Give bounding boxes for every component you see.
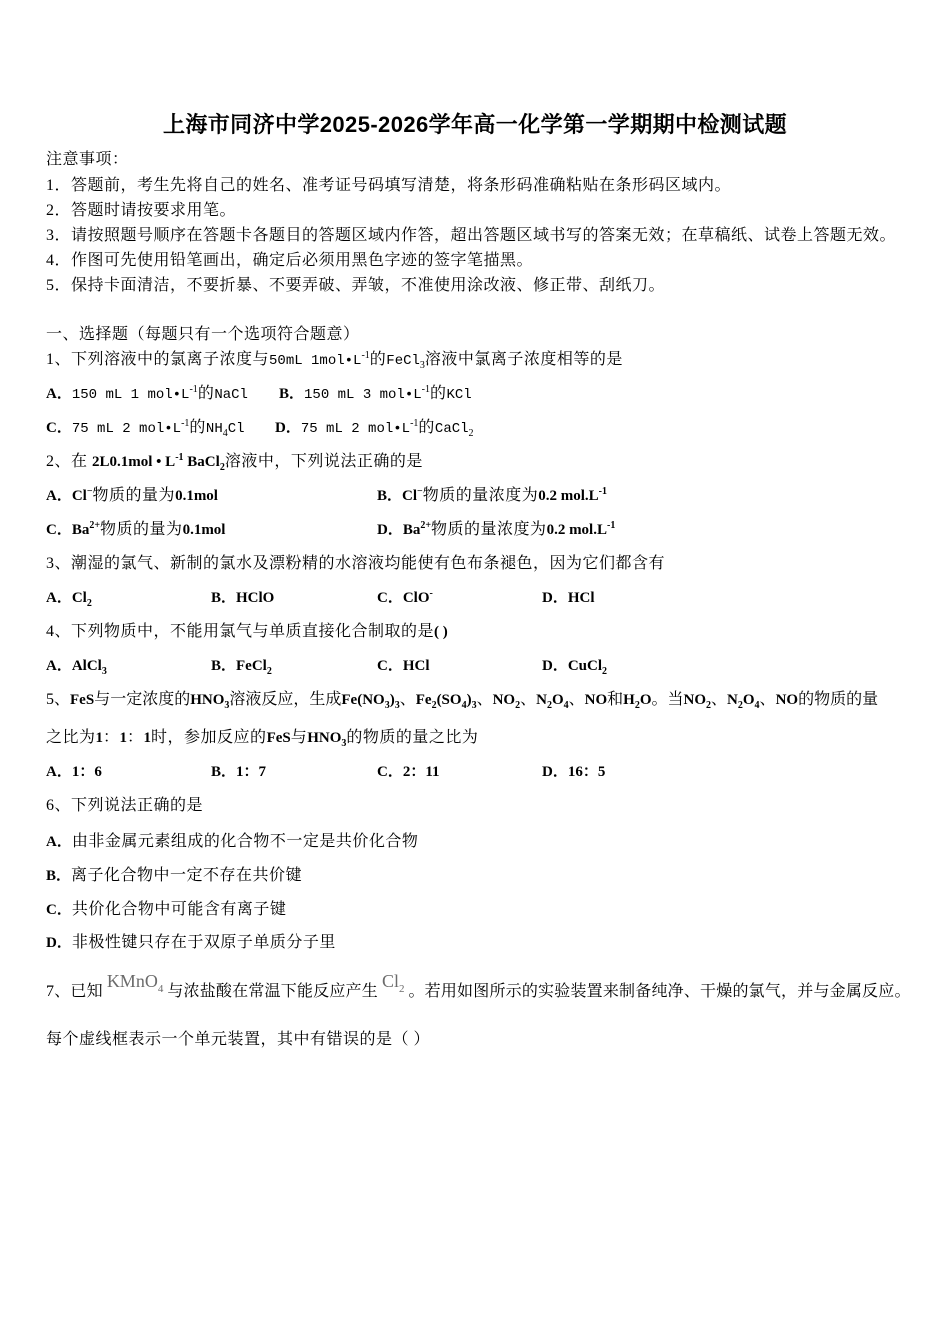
section-title: 一、选择题（每题只有一个选项符合题意） xyxy=(46,326,360,343)
text-run: 物质的量为 xyxy=(92,487,176,504)
text-run: 4 xyxy=(157,983,164,995)
text-run: − xyxy=(417,486,423,497)
question-4-option-b xyxy=(211,654,272,678)
text-run: 2 xyxy=(468,428,474,439)
notice-heading: 注意事项： xyxy=(46,151,129,168)
notice-item: 4．作图可先使用铅笔画出，确定后必须用黑色字迹的签字笔描黑。 xyxy=(46,252,534,269)
text-run: 2+ xyxy=(89,520,101,531)
text-run: 之比为 xyxy=(46,729,96,746)
text-run: 4 xyxy=(461,700,467,711)
text-run: C．2：11 xyxy=(377,764,440,780)
text-run: -1 xyxy=(175,452,184,463)
notice-item: 1．答题前，考生先将自己的姓名、准考证号码填写清楚，将条形码准确粘贴在条形码区域内。 xyxy=(46,177,732,194)
text-run: Fe(NO xyxy=(341,692,385,708)
text-run: A．Cl xyxy=(46,488,87,504)
text-run: 3 xyxy=(419,360,425,371)
text-run: 1 xyxy=(95,730,104,746)
question-1-option-d xyxy=(275,416,474,440)
text-run: 75 mL 2 mol•L xyxy=(71,421,182,437)
text-run: NO xyxy=(492,692,516,708)
text-run: B． xyxy=(279,386,305,402)
text-run: 。若用如图所示的实验装置来制备纯净、干燥的氯气，并与金属反应。 xyxy=(408,983,911,1000)
text-run: 时，参加反应的 xyxy=(151,729,267,746)
text-run: Fe xyxy=(415,692,432,708)
text-run: 物质的量浓度为 xyxy=(431,521,547,538)
text-run: C． xyxy=(46,902,72,918)
text-run: 150 mL 3 mol•L xyxy=(304,387,422,403)
question-2-option-b xyxy=(377,484,607,508)
text-run: D．CuCl xyxy=(542,658,603,674)
question-6-option-b xyxy=(46,864,302,888)
text-run: KCl xyxy=(446,387,472,403)
text-run: 4 xyxy=(222,428,228,439)
text-run: 、 xyxy=(568,691,585,708)
text-run: 由非金属元素组成的化合物不一定是共价化合物 xyxy=(71,833,419,850)
text-run: 。当 xyxy=(651,691,684,708)
text-run: 离子化合物中一定不存在共价键 xyxy=(71,867,303,884)
text-run: 与一定浓度的 xyxy=(94,691,191,708)
text-run: 2 xyxy=(515,700,521,711)
text-run: C．HCl xyxy=(377,658,430,674)
question-2-option-d xyxy=(377,518,615,542)
text-run: 0.2 mol.L xyxy=(538,488,599,504)
text-run: -1 xyxy=(189,384,198,395)
text-run: 、 xyxy=(399,691,416,708)
text-run: D．HCl xyxy=(542,590,595,606)
text-run: H xyxy=(623,692,635,708)
question-4-option-a xyxy=(46,654,107,678)
text-run: 的物质的量之比为 xyxy=(346,729,479,746)
text-run: 5、 xyxy=(46,691,71,708)
text-run: 2 xyxy=(219,462,225,473)
text-run: ( ) xyxy=(434,624,448,640)
text-run: O xyxy=(551,692,564,708)
question-6-option-c xyxy=(46,898,286,922)
question-7-stem xyxy=(46,971,911,1002)
notice-item: 3．请按照题号顺序在答题卡各题目的答题区域内作答，超出答题区域书写的答案无效；在草稿纸、试卷上答题无效。 xyxy=(46,227,897,244)
text-run: 、 xyxy=(476,691,493,708)
text-run: D．16：5 xyxy=(542,764,606,780)
question-5-option-c xyxy=(377,760,440,784)
question-4-option-d xyxy=(542,654,607,678)
text-run: 每个虚线框表示一个单元装置，其中有错误的是（ ） xyxy=(46,1031,431,1048)
question-3-option-d xyxy=(542,586,595,610)
text-run: 2 xyxy=(86,598,92,609)
notice-item: 5．保持卡面清洁，不要折暴、不要弄破、弄皱，不准使用涂改液、修正带、刮纸刀。 xyxy=(46,277,666,294)
question-1-option-c xyxy=(46,416,245,440)
question-1-stem xyxy=(46,348,623,372)
text-run: B． xyxy=(46,868,72,884)
text-run: 3 xyxy=(224,700,230,711)
text-run: 2、在 xyxy=(46,453,93,470)
text-run: -1 xyxy=(421,384,430,395)
question-7-stem-continued xyxy=(46,1028,430,1052)
text-run: 和 xyxy=(607,691,624,708)
question-6-option-d xyxy=(46,931,336,955)
text-run: -1 xyxy=(361,350,370,361)
text-run: C．ClO xyxy=(377,590,430,606)
text-run: 非极性键只存在于双原子单质分子里 xyxy=(71,934,336,951)
text-run: N xyxy=(727,692,738,708)
text-run: 4 xyxy=(563,700,569,711)
text-run: A．Cl xyxy=(46,590,87,606)
text-run: 3 xyxy=(384,700,390,711)
text-run: 3 xyxy=(101,666,107,677)
text-run: B．FeCl xyxy=(211,658,267,674)
text-run: 2 xyxy=(602,666,608,677)
text-run: 3、潮湿的氯气、新制的氯水及漂粉精的水溶液均能使有色布条褪色，因为它们都含有 xyxy=(46,555,666,572)
notice-item: 2．答题时请按要求用笔。 xyxy=(46,202,237,219)
question-4-option-c xyxy=(377,654,430,678)
text-run: B．1：7 xyxy=(211,764,267,780)
question-6-option-a xyxy=(46,830,418,854)
text-run: HNO xyxy=(307,730,342,746)
question-5-option-b xyxy=(211,760,266,784)
text-run: 2 xyxy=(546,700,552,711)
text-run: 1 xyxy=(143,730,152,746)
text-run: 0.1mol xyxy=(182,522,226,538)
question-5-option-d xyxy=(542,760,605,784)
text-run: 3 xyxy=(394,700,400,711)
question-3-stem xyxy=(46,552,665,576)
text-run: 与 xyxy=(290,729,308,746)
text-run: 的 xyxy=(429,385,447,402)
text-run: 50mL 1mol•L xyxy=(269,353,362,369)
text-run: 、 xyxy=(759,691,776,708)
text-run: A．AlCl xyxy=(46,658,102,674)
text-run: NO xyxy=(683,692,707,708)
question-4-stem xyxy=(46,620,448,644)
text-run: 的物质的量 xyxy=(798,691,879,708)
text-run: FeCl xyxy=(386,353,420,369)
text-run: 2 xyxy=(431,700,437,711)
question-3-option-c xyxy=(377,586,433,610)
text-run: ) xyxy=(466,692,472,708)
text-run: 的 xyxy=(418,419,435,436)
text-run: KMnO xyxy=(106,971,158,991)
text-run: 的 xyxy=(197,385,215,402)
text-run: 3 xyxy=(471,700,477,711)
text-run: 物质的量为 xyxy=(100,521,183,538)
text-run: 0.1mol xyxy=(175,488,218,504)
text-run: D． xyxy=(46,935,72,951)
text-run: ： xyxy=(127,729,144,746)
text-run: 、 xyxy=(520,691,537,708)
text-run: 溶液中氯离子浓度相等的是 xyxy=(424,351,623,368)
text-run: 75 mL 2 mol•L xyxy=(300,421,411,437)
text-run: NO xyxy=(775,692,799,708)
text-run: 物质的量浓度为 xyxy=(422,487,539,504)
text-run: 与浓盐酸在常温下能反应产生 xyxy=(167,983,378,1000)
text-run: B．Cl xyxy=(377,488,418,504)
text-run: − xyxy=(86,486,93,497)
question-6-stem xyxy=(46,794,203,818)
question-2-option-a xyxy=(46,484,218,508)
page-title: 上海市同济中学2025-2026学年高一化学第一学期期中检测试题 xyxy=(162,112,787,137)
text-run: 的 xyxy=(369,351,387,368)
text-run: 2 xyxy=(634,700,640,711)
question-3-option-b xyxy=(211,586,274,610)
question-5-stem-continued xyxy=(46,726,478,750)
text-run: -1 xyxy=(598,486,607,497)
text-run: - xyxy=(429,588,433,599)
question-5-option-a xyxy=(46,760,102,784)
text-run: 2 xyxy=(266,666,272,677)
text-run: NO xyxy=(584,692,608,708)
text-run: ) xyxy=(389,692,395,708)
text-run: 0.2 mol.L xyxy=(546,522,607,538)
text-run: 共价化合物中可能含有离子键 xyxy=(71,901,287,918)
text-run: Cl xyxy=(381,971,399,991)
text-run: 4、下列物质中，不能用氯气与单质直接化合制取的是 xyxy=(46,623,435,640)
text-run: HNO xyxy=(190,692,225,708)
text-run: A． xyxy=(46,834,72,850)
text-run: O xyxy=(742,692,755,708)
text-run: O xyxy=(639,692,652,708)
text-run: A． xyxy=(46,386,72,402)
text-run: 溶液反应，生成 xyxy=(229,691,342,708)
text-run: 2L0.1mol • L xyxy=(92,454,176,470)
text-run: CaCl xyxy=(434,421,469,437)
text-run: 3 xyxy=(341,738,347,749)
text-run: FeS xyxy=(266,730,291,746)
text-run: NH xyxy=(205,421,223,437)
text-run: ： xyxy=(103,729,120,746)
question-2-stem xyxy=(46,450,423,474)
text-run: (SO xyxy=(436,692,462,708)
text-run: C．Ba xyxy=(46,522,90,538)
text-run: D． xyxy=(275,420,301,436)
question-2-option-c xyxy=(46,518,225,542)
text-run: 的 xyxy=(189,419,206,436)
text-run: NaCl xyxy=(214,387,248,403)
text-run: 150 mL 1 mol•L xyxy=(71,387,190,403)
text-run: -1 xyxy=(181,418,190,429)
text-run: 1、下列溶液中的氯离子浓度与 xyxy=(46,351,270,368)
text-run: BaCl xyxy=(183,454,220,470)
text-run: B．HClO xyxy=(211,590,275,606)
text-run: 4 xyxy=(754,700,760,711)
question-1-option-a xyxy=(46,382,248,406)
text-run: 溶液中，下列说法正确的是 xyxy=(224,453,423,470)
text-run: 6、下列说法正确的是 xyxy=(46,797,204,814)
text-run: 2 xyxy=(737,700,743,711)
text-run: 7、已知 xyxy=(46,983,103,1000)
text-run: 2 xyxy=(706,700,712,711)
text-run: 2+ xyxy=(420,520,432,531)
text-run: Cl xyxy=(227,421,245,437)
text-run: -1 xyxy=(606,520,616,531)
question-1-option-b xyxy=(279,382,472,406)
text-run: 、 xyxy=(711,691,728,708)
question-5-stem xyxy=(46,688,878,712)
text-run: N xyxy=(536,692,547,708)
text-run: 2 xyxy=(398,983,405,995)
text-run: 1 xyxy=(119,730,128,746)
text-run: C． xyxy=(46,420,72,436)
text-run: A．1：6 xyxy=(46,764,102,780)
text-run: -1 xyxy=(410,418,419,429)
text-run: FeS xyxy=(70,692,95,708)
question-3-option-a xyxy=(46,586,92,610)
text-run: D．Ba xyxy=(377,522,421,538)
